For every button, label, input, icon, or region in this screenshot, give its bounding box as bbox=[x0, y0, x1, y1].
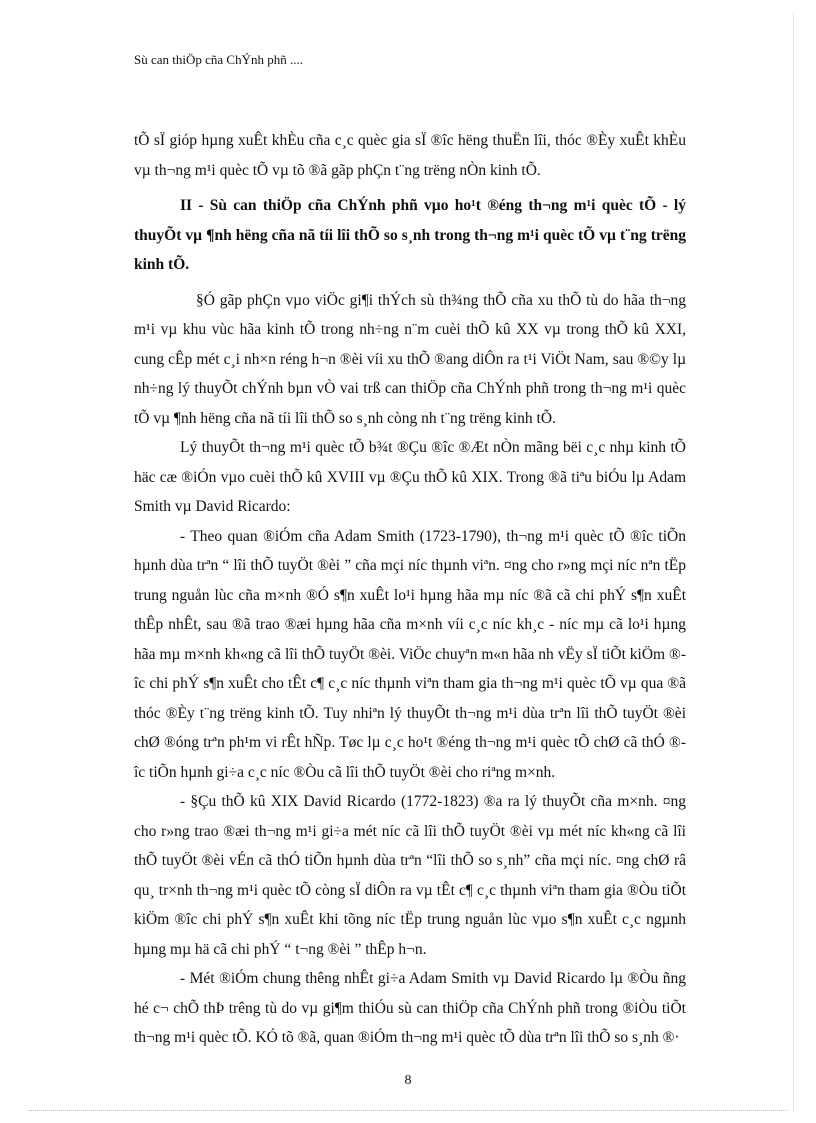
paragraph-common-point: - Mét ®iÓm chung thêng nhÊt gi÷a Adam Smith vµ David Ricardo lµ ®Òu ñng hé c¬ chÕ thÞ trêng tù do vµ gi¶m thiÓu sù can thiÖp cña ChÝnh phñ trong ®iÒu tiÕt th¬ng m¹i quèc tÕ. KÓ tõ ®ã, quan ®iÓm th¬ng m¹i quèc tÕ dùa trªn lîi thÕ so s¸nh ®· bbox=[134, 970, 686, 1046]
page-number: 8 bbox=[404, 1073, 412, 1088]
page-right-divider bbox=[793, 12, 794, 1111]
paragraph-continuation: tÕ sÏ gióp hµng xuÊt khÈu cña c¸c quèc gia sÏ ®îc hëng thuËn lîi, thóc ®Èy xuÊt khÈu vµ th¬ng m¹i quèc tÕ vµ tõ ®ã gãp phÇn t¨ng trëng nÒn kinh tÕ. bbox=[134, 132, 686, 179]
paragraph-classical-theory: Lý thuyÕt th¬ng m¹i quèc tÕ b¾t ®Çu ®îc ®Æt nÒn mãng bëi c¸c nhµ kinh tÕ häc cæ ®iÓn vµo cuèi thÕ kû XVIII vµ ®Çu thÕ kû XIX. Trong ®ã tiªu biÓu lµ Adam Smith vµ David Ricardo: bbox=[134, 439, 686, 515]
paragraph-intro: §Ó gãp phÇn vµo viÖc gi¶i thÝch sù th¾ng thÕ cña xu thÕ tù do hãa th¬ng m¹i vµ khu vùc hãa kinh tÕ trong nh÷ng n¨m cuèi thÕ kû XX vµ trong thÕ kû XXI, cung cÊp mét c¸i nh×n réng h¬n ®èi víi xu thÕ ®ang diÔn ra t¹i ViÖt Nam, sau ®©y lµ nh÷ng lý thuyÕt chÝnh bµn vÒ vai trß can thiÖp cña ChÝnh phñ trong th¬ng m¹i quèc tÕ vµ ¶nh hëng cña nã tíi lîi thÕ so s¸nh còng nh t¨ng trëng kinh tÕ. bbox=[134, 291, 686, 427]
paragraph-adam-smith: - Theo quan ®iÓm cña Adam Smith (1723-1790), th¬ng m¹i quèc tÕ ®îc tiÕn hµnh dùa trªn “ lîi thÕ tuyÖt ®èi ” cña mçi níc thµnh viªn. ¤ng cho r»ng mçi níc nªn tËp trung nguån lùc cña m×nh ®Ó s¶n xuÊt lo¹i hµng hãa mµ níc ®ã cã chi phÝ s¶n xuÊt thÊp nhÊt, sau ®ã trao ®æi hµng hãa cña m×nh víi c¸c níc kh¸c - níc mµ cã lo¹i hµng hãa mµ m×nh kh«ng cã lîi thÕ tuyÖt ®èi. ViÖc chuyªn m«n hãa nh vËy sÏ tiÕt kiÖm ®îc chi phÝ s¶n xuÊt cho tÊt c¶ c¸c níc thµnh viªn tham gia th¬ng m¹i quèc tÕ vµ qua ®ã thóc ®Èy t¨ng trëng kinh tÕ. Tuy nhiªn lý thuyÕt th¬ng m¹i dùa trªn lîi thÕ tuyÖt ®èi chØ ®óng trªn ph¹m vi rÊt hÑp. Tøc lµ c¸c ho¹t ®éng th¬ng m¹i quèc tÕ chØ cã thÓ ®îc tiÕn hµnh gi÷a c¸c níc ®Òu cã lîi thÕ tuyÖt ®èi cho riªng m×nh. bbox=[134, 527, 686, 781]
paragraph-david-ricardo: - §Çu thÕ kû XIX David Ricardo (1772-1823) ®a ra lý thuyÕt cña m×nh. ¤ng cho r»ng trao ®æi th¬ng m¹i gi÷a mét níc cã lîi thÕ tuyÖt ®èi vµ mét níc kh«ng cã lîi thÕ tuyÖt ®èi vÉn cã thÓ tiÕn hµnh dùa trªn “lîi thÕ so s¸nh” cña mçi níc. ¤ng chØ râ qu¸ tr×nh th¬ng m¹i quèc tÕ còng sÏ diÔn ra vµ tÊt c¶ c¸c thµnh viªn tham gia ®Òu tiÕt kiÖm ®îc chi phÝ s¶n xuÊt khi tõng níc tËp trung nguån lùc vµo s¶n xuÊt c¸c ngµnh hµng mµ hä cã chi phÝ “ t¬ng ®èi ” thÊp h¬n. bbox=[134, 793, 686, 958]
page-bottom-divider bbox=[28, 1110, 788, 1111]
running-header: Sù can thiÖp cña ChÝnh phñ .... bbox=[134, 52, 303, 67]
section-heading: II - Sù can thiÖp cña ChÝnh phñ vµo ho¹t ®éng th¬ng m¹i quèc tÕ - lý thuyÕt vµ ¶nh hëng cña nã tíi lîi thÕ so s¸nh trong th¬ng m¹i quèc tÕ vµ t¨ng trëng kinh tÕ. bbox=[134, 197, 686, 273]
body-text bbox=[134, 126, 686, 1053]
